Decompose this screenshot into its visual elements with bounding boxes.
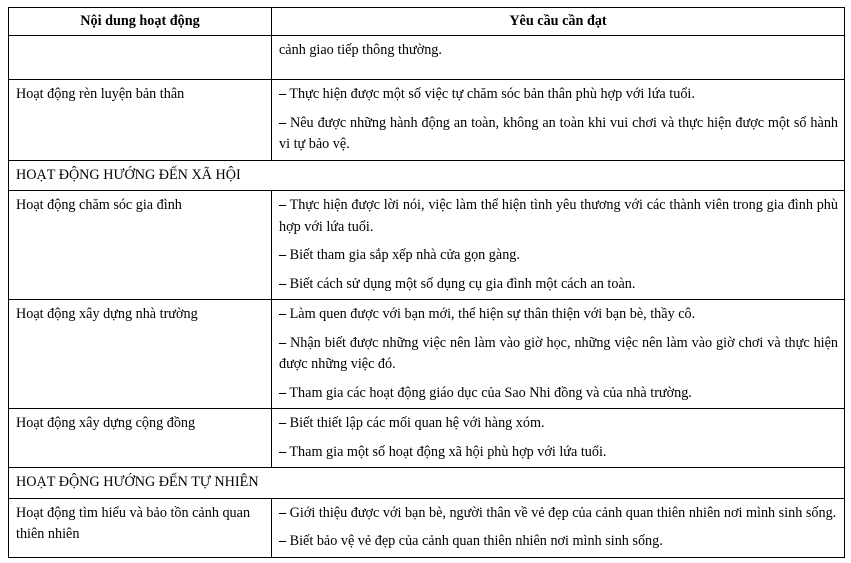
- requirement-item: [279, 503, 838, 525]
- dash-bullet: –: [279, 86, 287, 102]
- dash-bullet: –: [279, 306, 287, 322]
- activity-cell: Hoạt động tìm hiểu và bảo tồn cảnh quan thiên nhiên: [9, 498, 272, 557]
- requirement-cell: [272, 300, 845, 409]
- activity-cell: Hoạt động rèn luyện bản thân: [9, 80, 272, 161]
- requirement-item: [279, 383, 838, 405]
- requirement-cell: [272, 36, 845, 80]
- requirement-cell: [272, 191, 845, 300]
- requirement-item: [279, 413, 838, 435]
- table-header-row: [9, 8, 845, 36]
- section-row: [9, 468, 845, 499]
- dash-bullet: –: [279, 415, 287, 431]
- requirement-item: [279, 84, 838, 106]
- requirement-text: Biết thiết lập các mối quan hệ với hàng xóm.: [289, 415, 545, 431]
- section-title-social: HOẠT ĐỘNG HƯỚNG ĐẾN XÃ HỘI: [9, 160, 845, 191]
- table-row: [9, 191, 845, 300]
- requirement-item: [279, 113, 838, 156]
- table-row: [9, 80, 845, 161]
- requirement-text: Thực hiện được một số việc tự chăm sóc bản thân phù hợp với lứa tuổi.: [289, 86, 695, 102]
- requirement-text: Nêu được những hành động an toàn, không an toàn khi vui chơi và thực hiện được một số hành vi tự bảo vệ.: [279, 114, 839, 152]
- activity-cell: [9, 36, 272, 80]
- header-activity: Nội dung hoạt động: [9, 8, 272, 36]
- dash-bullet: –: [279, 443, 287, 460]
- activity-cell: Hoạt động chăm sóc gia đình: [9, 191, 272, 300]
- requirement-cell: [272, 409, 845, 468]
- activity-cell: Hoạt động xây dựng cộng đồng: [9, 409, 272, 468]
- requirement-text: Biết tham gia sắp xếp nhà cửa gọn gàng.: [289, 247, 520, 263]
- requirement-text: Nhận biết được những việc nên làm vào giờ học, những việc nên làm vào giờ chơi và thực hiện được những việc đó.: [279, 334, 838, 372]
- dash-bullet: –: [279, 533, 287, 549]
- section-row: [9, 160, 845, 191]
- requirement-cell: [272, 80, 845, 161]
- section-title-nature: HOẠT ĐỘNG HƯỚNG ĐẾN TỰ NHIÊN: [9, 468, 845, 499]
- requirement-item: [279, 245, 838, 267]
- requirement-text: Thực hiện được lời nói, việc làm thể hiện tình yêu thương với các thành viên trong gia đình phù hợp với lứa tuổi.: [279, 197, 838, 235]
- header-requirement: Yêu cầu cần đạt: [272, 8, 845, 36]
- table-row: [9, 409, 845, 468]
- dash-bullet: –: [279, 504, 287, 521]
- requirement-cell: [272, 498, 845, 557]
- requirement-text: Tham gia một số hoạt động xã hội phù hợp với lứa tuổi.: [289, 443, 607, 460]
- dash-bullet: –: [279, 114, 287, 131]
- requirement-item: [279, 333, 838, 376]
- requirement-item: [279, 274, 838, 296]
- dash-bullet: –: [279, 384, 287, 401]
- dash-bullet: –: [279, 334, 287, 351]
- requirement-text: Biết bảo vệ vẻ đẹp của cảnh quan thiên nhiên nơi mình sinh sống.: [289, 533, 663, 549]
- requirement-text: Biết cách sử dụng một số dụng cụ gia đình một cách an toàn.: [289, 275, 636, 292]
- curriculum-table: [8, 7, 845, 558]
- requirement-text: cảnh giao tiếp thông thường.: [279, 42, 442, 58]
- requirement-item: [279, 195, 838, 238]
- requirement-item: [279, 442, 838, 464]
- dash-bullet: –: [279, 275, 287, 292]
- requirement-item: [279, 304, 838, 326]
- table-row: [9, 300, 845, 409]
- dash-bullet: –: [279, 197, 287, 213]
- requirement-item: [279, 531, 838, 553]
- table-row: [9, 36, 845, 80]
- table-row: [9, 498, 845, 557]
- requirement-text: Tham gia các hoạt động giáo dục của Sao Nhi đồng và của nhà trường.: [289, 384, 692, 401]
- requirement-text: Làm quen được với bạn mới, thể hiện sự thân thiện với bạn bè, thầy cô.: [289, 306, 696, 322]
- requirement-text: Giới thiệu được với bạn bè, người thân về vẻ đẹp của cảnh quan thiên nhiên nơi mình sinh sống.: [289, 504, 837, 521]
- activity-cell: Hoạt động xây dựng nhà trường: [9, 300, 272, 409]
- dash-bullet: –: [279, 247, 287, 263]
